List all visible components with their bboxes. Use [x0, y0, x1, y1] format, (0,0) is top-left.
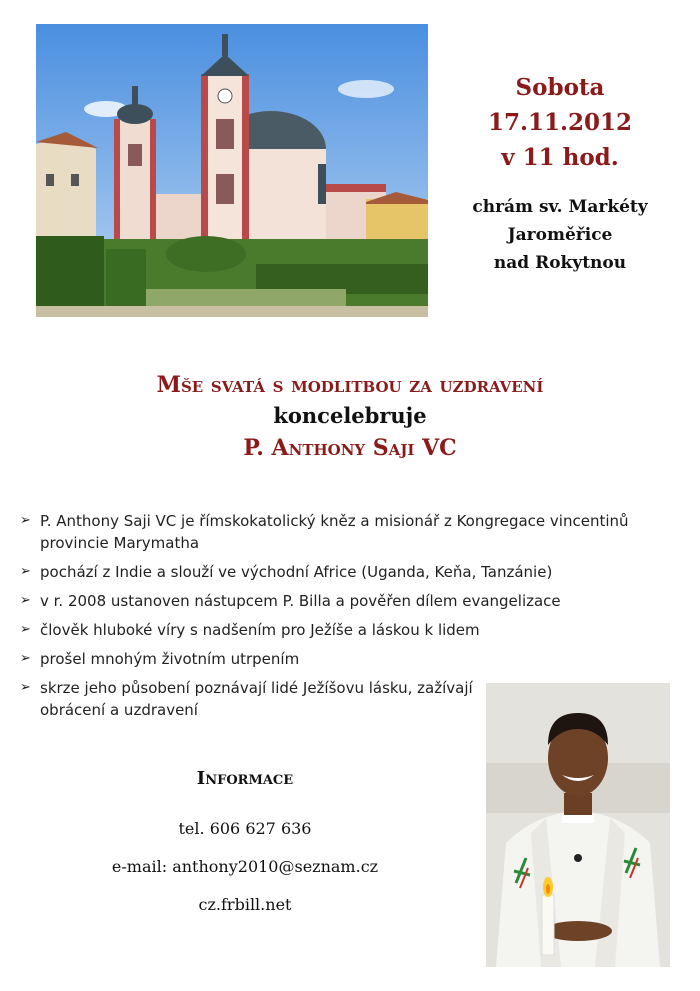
- arrow-bullet-icon: ➢: [20, 564, 31, 579]
- concelebrates-label: koncelebruje: [273, 403, 427, 428]
- list-item: ➢ člověk hluboké víry s nadšením pro Ježíše a láskou k lidem: [20, 621, 480, 639]
- event-place: [440, 193, 680, 277]
- email-text: e-mail: anthony2010@seznam.cz: [111, 857, 379, 876]
- mass-title: Mše svatá s modlitbou za uzdravení: [156, 372, 544, 398]
- list-item: ➢ prošel mnohým životním utrpením: [20, 650, 300, 668]
- list-item: ➢ P. Anthony Saji VC je římskokatolický kněz a misionář z Kongregace vincentinů provincie Marymatha: [20, 512, 629, 552]
- church-photo: [36, 24, 428, 317]
- arrow-bullet-icon: ➢: [20, 513, 31, 528]
- list-item: ➢ pochází z Indie a slouží ve východní Africe (Uganda, Keňa, Tanzánie): [20, 563, 553, 581]
- place-line-3: nad Rokytnou: [493, 253, 627, 273]
- event-date: 17.11.2012: [487, 109, 633, 136]
- arrow-bullet-icon: ➢: [20, 593, 31, 608]
- contact-info: [60, 765, 430, 931]
- arrow-bullet-icon: ➢: [20, 651, 31, 666]
- priest-portrait: [486, 683, 670, 967]
- list-item: ➢ skrze jeho působení poznávají lidé Ježíšovu lásku, zažívají obrácení a uzdravení: [20, 679, 473, 719]
- event-time: v 11 hod.: [501, 144, 619, 171]
- arrow-bullet-icon: ➢: [20, 680, 31, 695]
- website-text: cz.frbill.net: [198, 895, 292, 914]
- arrow-bullet-icon: ➢: [20, 622, 31, 637]
- priest-name: P. Anthony Saji VC: [243, 435, 457, 461]
- list-item: ➢ v r. 2008 ustanoven nástupcem P. Billa a pověřen dílem evangelizace: [20, 592, 561, 610]
- place-line-2: Jaroměřice: [507, 225, 613, 245]
- event-day: Sobota: [515, 74, 605, 101]
- event-info: [440, 70, 680, 277]
- info-heading: Informace: [196, 768, 294, 789]
- headline: [0, 370, 700, 464]
- place-line-1: chrám sv. Markéty: [472, 197, 648, 217]
- phone-text: tel. 606 627 636: [178, 819, 312, 838]
